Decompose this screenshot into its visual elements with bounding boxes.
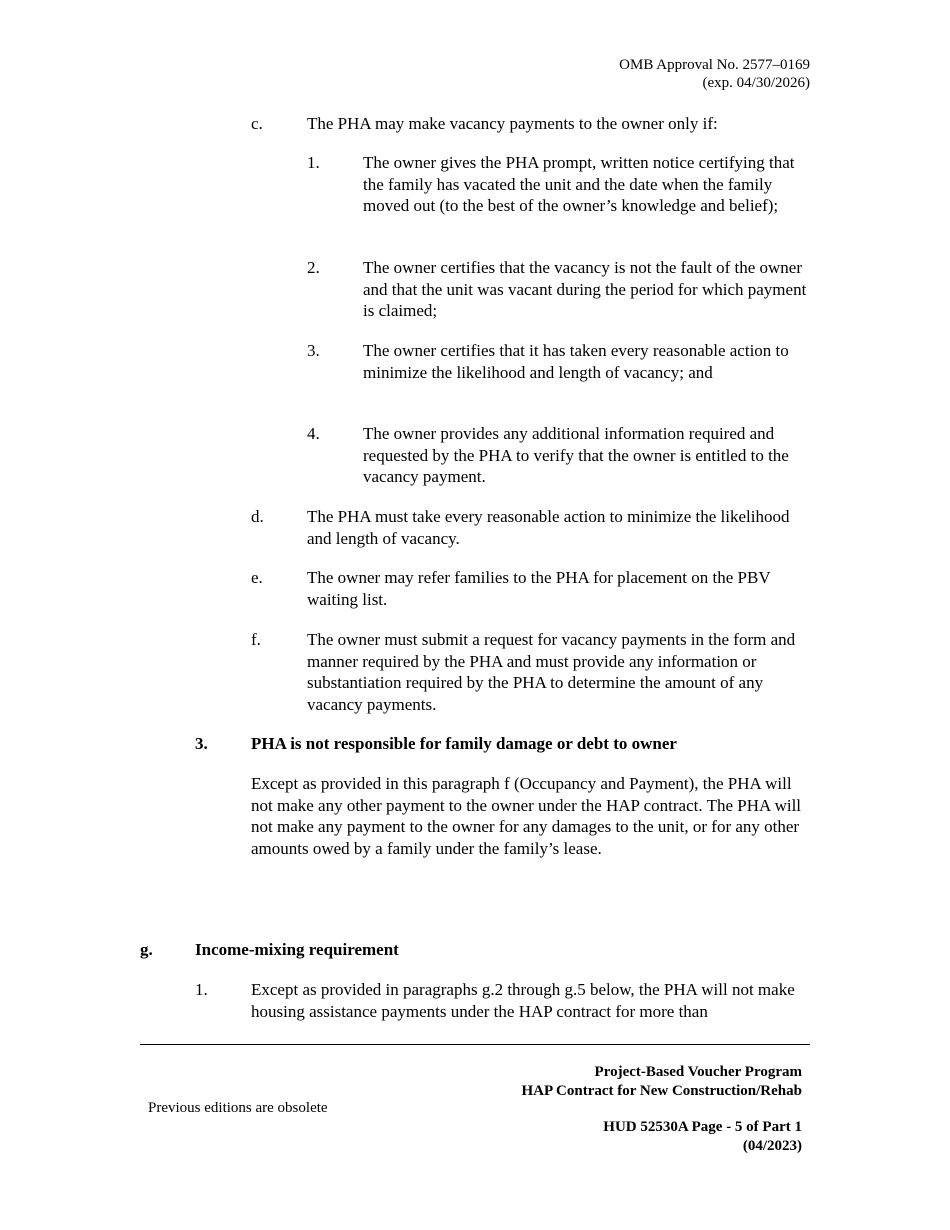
item-c-label: c. [251, 114, 263, 133]
footer-program-name: Project-Based Voucher Program [594, 1064, 802, 1080]
omb-approval-header [619, 56, 810, 92]
section-3-heading: PHA is not responsible for family damage or debt to owner [251, 734, 677, 753]
item-d-text: The PHA must take every reasonable action to minimize the likelihood and length of vacancy. [307, 507, 790, 548]
footer-form-info [521, 1063, 802, 1156]
section-g-item1-label: 1. [195, 980, 208, 999]
footer-spacer [521, 1101, 802, 1118]
section-g-heading: Income-mixing requirement [195, 940, 399, 959]
item-e-label: e. [251, 568, 263, 587]
footer-page-reference: HUD 52530A Page - 5 of Part 1 [603, 1119, 802, 1135]
footer-revision-date: (04/2023) [742, 1138, 802, 1154]
section-g-item1-text: Except as provided in paragraphs g.2 through g.5 below, the PHA will not make housing assistance payments under the HAP contract for more than [251, 980, 795, 1021]
footer-divider [140, 1044, 810, 1045]
item-e-text: The owner may refer families to the PHA for placement on the PBV waiting list. [307, 568, 771, 609]
item-d-label: d. [251, 507, 264, 526]
footer-obsolete-notice: Previous editions are obsolete [148, 1100, 328, 1116]
omb-approval-number: OMB Approval No. 2577–0169 [619, 57, 810, 73]
section-3-body: Except as provided in this paragraph f (Occupancy and Payment), the PHA will not make any other payment to the owner under the HAP contract. The PHA will not make any payment to the owner for any damages to the unit, or for any other amounts owed by a family under the family’s lease. [251, 774, 802, 858]
item-c2-label: 2. [307, 258, 320, 277]
omb-expiration: (exp. 04/30/2026) [702, 75, 810, 91]
item-c1-label: 1. [307, 153, 320, 172]
item-c4-text: The owner provides any additional information required and requested by the PHA to verify that the owner is entitled to the vacancy payment. [363, 424, 789, 486]
section-3-number: 3. [195, 734, 208, 753]
item-c3-text: The owner certifies that it has taken every reasonable action to minimize the likelihood and length of vacancy; and [363, 341, 789, 382]
footer-contract-name: HAP Contract for New Construction/Rehab [521, 1083, 802, 1099]
item-c2-text: The owner certifies that the vacancy is not the fault of the owner and that the unit was vacant during the period for which payment is claimed; [363, 258, 807, 320]
item-c-text: The PHA may make vacancy payments to the owner only if: [307, 114, 718, 133]
item-c4-label: 4. [307, 424, 320, 443]
item-c1-text: The owner gives the PHA prompt, written notice certifying that the family has vacated the unit and the date when the family moved out (to the best of the owner’s knowledge and belief); [363, 153, 795, 215]
item-f-text: The owner must submit a request for vacancy payments in the form and manner required by the PHA and must provide any information or substantiation required by the PHA to determine the amount of any vacancy payments. [307, 630, 796, 714]
section-g-label: g. [140, 940, 153, 959]
item-c3-label: 3. [307, 341, 320, 360]
item-f-label: f. [251, 630, 261, 649]
